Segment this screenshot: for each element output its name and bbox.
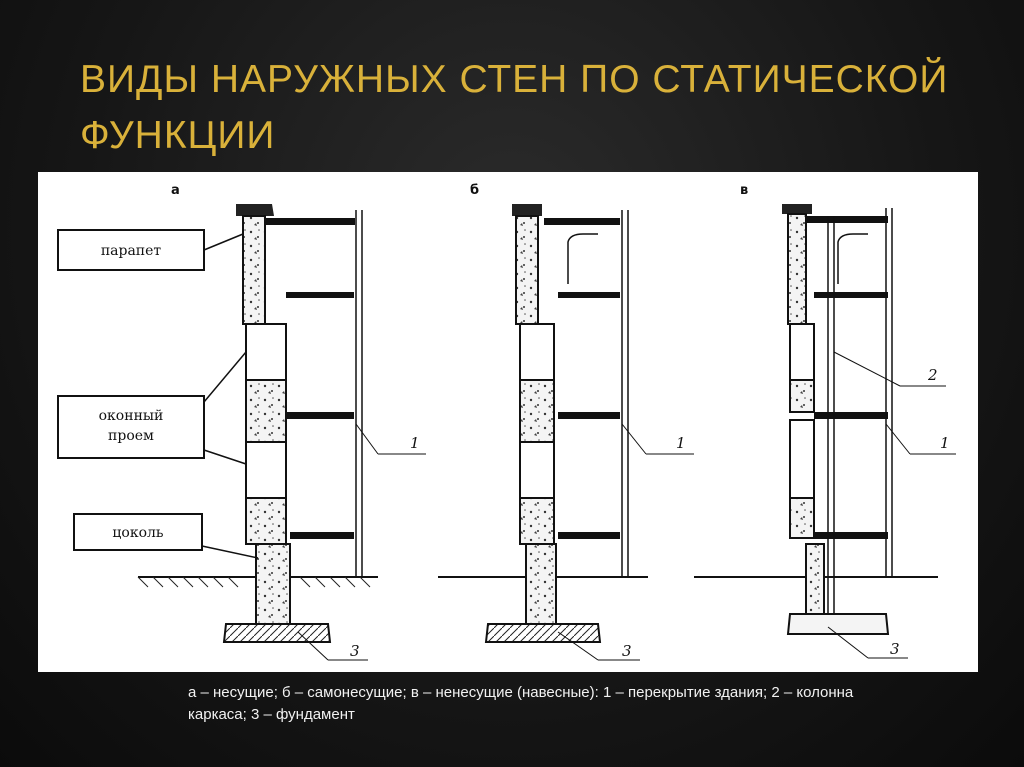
callout-a-slab: 1 xyxy=(410,434,420,452)
label-parapet xyxy=(58,230,243,270)
callout-c-column: 2 xyxy=(928,366,938,384)
label-parapet-text: парапет xyxy=(100,243,162,259)
label-plinth-text: цоколь xyxy=(112,525,164,541)
label-window-opening xyxy=(58,352,246,464)
callout-b-foundation: 3 xyxy=(622,642,632,660)
callout-c-slab: 1 xyxy=(940,434,950,452)
callout-b-slab: 1 xyxy=(676,434,686,452)
label-plinth xyxy=(74,514,258,558)
label-window-line2: проем xyxy=(108,428,154,444)
slide-title: ВИДЫ НАРУЖНЫХ СТЕН ПО СТАТИЧЕСКОЙ ФУНКЦИИ xyxy=(80,58,949,157)
callout-a-foundation: 3 xyxy=(350,642,360,660)
figure-caption: а – несущие; б – самонесущие; в – ненесущие (навесные): 1 – перекрытие здания; 2 – колонна каркаса; 3 – фундамент xyxy=(188,684,854,723)
panel-c xyxy=(694,183,938,634)
panel-a-letter: а xyxy=(171,183,180,198)
panel-c-letter: в xyxy=(740,183,749,198)
wall-types-figure xyxy=(38,172,978,672)
callout-c-foundation: 3 xyxy=(890,640,900,658)
panel-b-letter: б xyxy=(470,183,480,198)
panel-b xyxy=(438,183,648,642)
label-window-line1: оконный xyxy=(98,408,164,424)
